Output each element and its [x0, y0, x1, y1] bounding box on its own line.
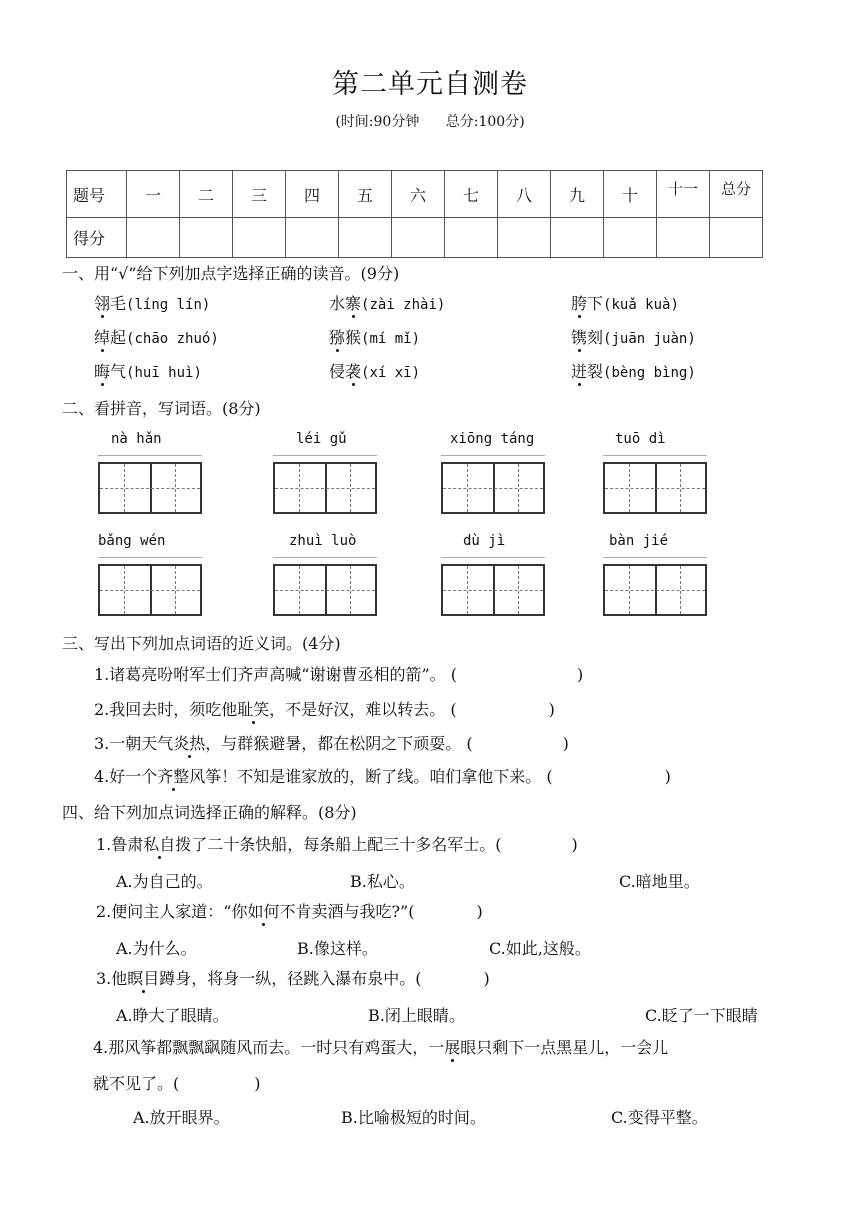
writing-grid[interactable] [98, 564, 202, 616]
reading-item[interactable] [571, 359, 696, 382]
question-text: 2.我回去时，须吃他 [94, 700, 238, 719]
score-cell[interactable] [127, 218, 180, 258]
section-2-heading: 二、看拼音，写词语。(8分) [62, 399, 261, 418]
score-header-cell: 二 [180, 171, 233, 218]
score-header-cell: 十一 [657, 171, 710, 218]
word-rest: 起 [110, 328, 127, 347]
close-paren: ) [483, 969, 490, 988]
question-4-3 [96, 966, 490, 989]
score-table [66, 170, 763, 258]
score-cell[interactable] [339, 218, 392, 258]
question-text: 就不见了。( [93, 1074, 180, 1093]
score-header-cell: 题号 [67, 171, 127, 218]
score-cell[interactable] [498, 218, 551, 258]
option-b[interactable]: B.闭上眼睛。 [368, 1006, 465, 1025]
dotted-word: 瞑目 [127, 969, 160, 988]
question-4-4-continued [93, 1071, 261, 1094]
close-paren: ) [254, 1074, 261, 1093]
word-rest: 毛 [110, 294, 127, 313]
reading-item[interactable] [94, 291, 210, 314]
dotted-char: 晦 [94, 362, 111, 381]
option-a[interactable]: A.睁大了眼睛。 [116, 1006, 229, 1025]
question-text: 4.那风筝都飘飘飖随风而去。一时只有鸡蛋大， [93, 1038, 429, 1057]
pinyin-options: (xí xī) [361, 365, 421, 381]
question-3-2 [94, 697, 555, 720]
question-text: 蹲身，将身一纵，径跳入瀑布泉中。( [159, 969, 422, 988]
dotted-word: 私自 [143, 835, 176, 854]
writing-grid[interactable] [98, 462, 202, 514]
score-cell[interactable] [445, 218, 498, 258]
score-header-cell: 总分 [710, 171, 763, 218]
reading-item[interactable] [94, 359, 202, 382]
pinyin-options: (bèng bìng) [603, 365, 696, 381]
score-cell[interactable] [233, 218, 286, 258]
reading-item[interactable] [94, 325, 219, 348]
word-rest: 裂 [587, 362, 604, 381]
dotted-char: 袭 [345, 362, 362, 381]
pinyin-options: (juān juàn) [603, 331, 696, 347]
pinyin-prompt: léi gǔ [296, 431, 347, 447]
writing-grid[interactable] [441, 462, 545, 514]
score-header-cell: 九 [551, 171, 604, 218]
question-text: ，与群猴避暑，都在松阴之下顽耍。 ( [205, 734, 473, 753]
score-cell[interactable] [551, 218, 604, 258]
close-paren: ) [664, 767, 671, 786]
option-a[interactable]: A.放开眼界。 [133, 1108, 230, 1127]
score-cell[interactable] [604, 218, 657, 258]
word-lead: 水 [329, 294, 346, 313]
section-1-heading: 一、用“√”给下列加点字选择正确的读音。(9分) [62, 264, 400, 283]
question-4-1 [96, 832, 578, 855]
pinyin-options: (mí mǐ) [361, 331, 421, 347]
question-text: 4.好一个 [94, 767, 158, 786]
writing-grid[interactable] [603, 564, 707, 616]
score-cell[interactable] [392, 218, 445, 258]
section-4-heading: 四、给下列加点词选择正确的解释。(8分) [62, 803, 357, 822]
word-rest: 气 [110, 362, 127, 381]
pinyin-prompt: bǎng wén [98, 533, 166, 549]
dotted-word: 炎热 [173, 734, 206, 753]
dotted-word: 一展眼 [428, 1038, 477, 1057]
word-rest: 猴 [345, 328, 362, 347]
word-rest: 下 [587, 294, 604, 313]
score-cell[interactable] [286, 218, 339, 258]
close-paren: ) [562, 734, 569, 753]
score-header-cell: 一 [127, 171, 180, 218]
question-4-4 [93, 1035, 668, 1058]
reading-item[interactable] [571, 325, 696, 348]
pinyin-prompt: tuō dì [615, 431, 666, 447]
score-header-cell: 十 [604, 171, 657, 218]
dotted-char: 寨 [345, 294, 362, 313]
pinyin-prompt: nà hǎn [111, 431, 162, 447]
dotted-char: 胯 [571, 294, 588, 313]
score-cell[interactable] [180, 218, 233, 258]
question-3-3 [94, 731, 569, 754]
option-a[interactable]: A.为自己的。 [116, 872, 213, 891]
question-text: ，不是好汉，难以转去。 ( [269, 700, 457, 719]
pinyin-prompt: dù jì [463, 533, 506, 549]
close-paren: ) [571, 835, 578, 854]
option-c[interactable]: C.如此,这般。 [489, 939, 591, 958]
pinyin-prompt: xiōng táng [450, 431, 535, 447]
option-c[interactable]: C.暗地里。 [619, 872, 700, 891]
reading-item[interactable] [329, 291, 445, 314]
pinyin-prompt: bàn jié [609, 533, 669, 549]
option-c[interactable]: C.眨了一下眼睛 [645, 1006, 758, 1025]
pinyin-options: (kuǎ kuà) [603, 297, 679, 313]
word-lead: 侵 [329, 362, 346, 381]
writing-grid[interactable] [603, 462, 707, 514]
dotted-char: 镌 [571, 328, 588, 347]
score-header-cell: 七 [445, 171, 498, 218]
question-text: 1.诸葛亮吩咐军士们齐声高喊“谢谢曹丞相的箭”。 ( [94, 665, 457, 684]
dotted-word: 齐整 [157, 767, 190, 786]
question-text: 不肯卖酒与我吃?”( [279, 902, 415, 921]
question-text: 拨了二十条快船，每条船上配三十多名军士。( [175, 835, 502, 854]
close-paren: ) [576, 665, 584, 684]
section-3-heading: 三、写出下列加点词语的近义词。(4分) [62, 634, 341, 653]
score-table-header-row [67, 171, 763, 218]
question-text: 只剩下一点黑星儿，一会儿 [476, 1038, 669, 1057]
score-header-cell: 四 [286, 171, 339, 218]
pinyin-options: (líng lín) [126, 297, 211, 313]
pinyin-options: (chāo zhuó) [126, 331, 219, 347]
score-cell[interactable] [657, 218, 710, 258]
question-text: 3.一朝天气 [94, 734, 174, 753]
option-b[interactable]: B.比喻极短的时间。 [341, 1108, 486, 1127]
option-c[interactable]: C.变得平整。 [611, 1108, 708, 1127]
close-paren: ) [476, 902, 483, 921]
pinyin-options: (zài zhài) [361, 297, 446, 313]
writing-grid[interactable] [273, 564, 377, 616]
word-rest: 刻 [587, 328, 604, 347]
question-text: 3.他 [96, 969, 128, 988]
dotted-char: 猕 [329, 328, 346, 347]
dotted-word: 耻笑 [237, 700, 270, 719]
writing-grid[interactable] [441, 564, 545, 616]
question-3-1 [94, 662, 583, 685]
reading-item[interactable] [571, 291, 679, 314]
writing-grid[interactable] [273, 462, 377, 514]
dotted-word: 如何 [247, 902, 280, 921]
pinyin-prompt: zhuì luò [289, 533, 357, 549]
score-cell[interactable] [710, 218, 763, 258]
reading-item[interactable] [329, 325, 420, 348]
score-header-cell: 八 [498, 171, 551, 218]
pinyin-options: (huī huì) [126, 365, 202, 381]
score-header-cell: 六 [392, 171, 445, 218]
score-header-cell: 三 [233, 171, 286, 218]
page-title: 第二单元自测卷 [332, 69, 528, 100]
option-b[interactable]: B.私心。 [350, 872, 415, 891]
exam-info: (时间:90分钟 总分:100分) [335, 114, 525, 130]
dotted-char: 翎 [94, 294, 111, 313]
score-header-cell: 五 [339, 171, 392, 218]
close-paren: ) [548, 700, 555, 719]
reading-item[interactable] [329, 359, 420, 382]
dotted-char: 迸 [571, 362, 588, 381]
question-text: 1.鲁肃 [96, 835, 144, 854]
dotted-char: 绰 [94, 328, 111, 347]
question-text: 2.便问主人家道：“你 [96, 902, 248, 921]
score-table-score-row [67, 218, 763, 258]
option-b[interactable]: B.像这样。 [297, 939, 378, 958]
question-3-4 [94, 764, 671, 787]
option-a[interactable]: A.为什么。 [116, 939, 197, 958]
score-row-label: 得分 [67, 218, 127, 258]
question-text: 风筝！不知是谁家放的，断了线。咱们拿他下来。 ( [189, 767, 553, 786]
question-4-2 [96, 899, 483, 922]
